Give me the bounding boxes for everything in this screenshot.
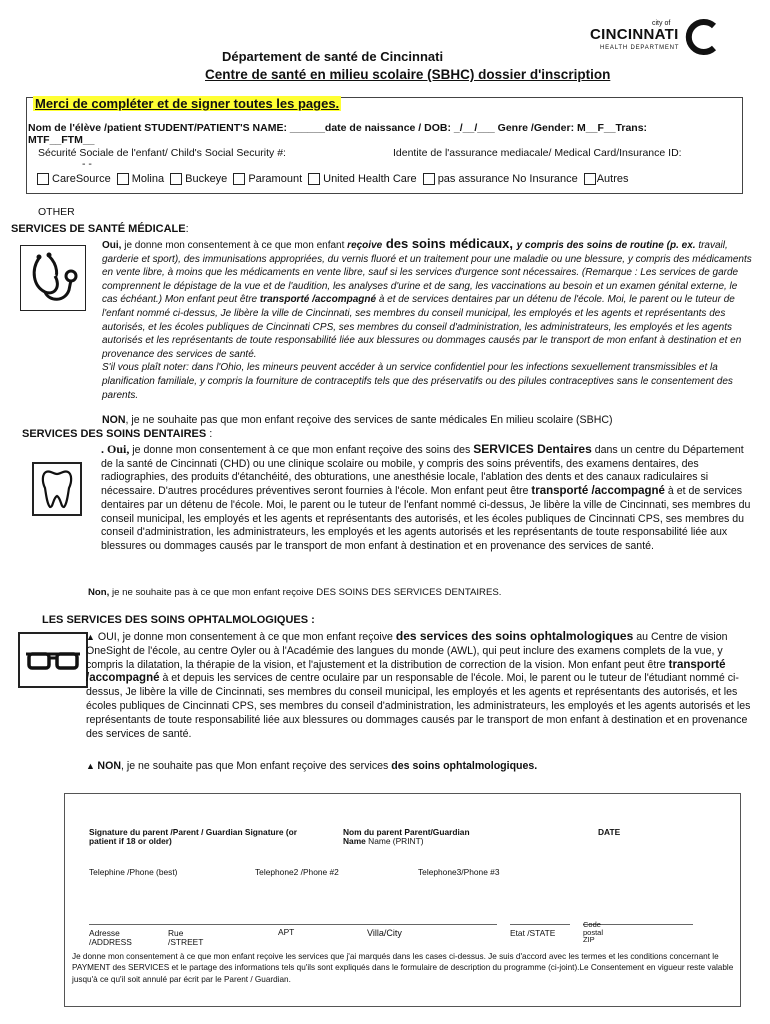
date-label: DATE [598,827,621,837]
checkbox-icon[interactable] [584,173,596,185]
glasses-icon [20,634,86,686]
ssn-dashes[interactable]: - - [82,158,92,170]
state-label: Etat /STATE [510,928,556,938]
insurance-option-autres[interactable]: Autres [584,173,629,185]
insurance-option[interactable]: pas assurance No Insurance [423,173,578,185]
consent-statement: Je donne mon consentement à ce que mon enfant reçoive les services que j'ai marqués dans les cases ci-dessus. Je suis d'accord avec les termes et les conditions concernant le PAYMENT des SERVICES et le partage des informations tels qu'ils sont expliqués dans le formulaire de description du programme (ci-joint).Le Consentement en vigueur reste valable jusqu'à ce qu'il soit annulé par écrit par le Parent / Guardian. [72,952,734,984]
insurance-option[interactable]: Paramount [233,173,302,185]
logo-mark-icon [684,18,720,56]
insurance-options [37,173,629,185]
logo-city-of: city of [652,20,671,27]
medical-consent-text: Oui, je donne mon consentement à ce que mon enfant reçoive des soins médicaux, y compris des soins de routine (p. ex. travail, garderie et sport), des immunisations appropriées, du vernis fluoré et un traitement pour une maladie ou une blessure, y compris des médicaments en vente libre, à moins que les médicaments en vente libre, sauf si les services d'urgence sont nécessaires. (Remarque : Les services de garde comprennent le dépistage de la vue et de l'audition, les analyses d'urine et de sang, les vaccinations au besoin et un examen génital externe, le cas échéant.) Mon enfant peut être transporté /accompagné à et de services dentaires par un détenu de l'école. Moi, le parent ou le tuteur de l'enfant nommé ci-dessus, Je libère la ville de Cincinnati, ses membres du conseil municipal, les employés et les agents et représentants des autorisés, et les écoles publiques de Cincinnati CPS, ses membres du conseil d'administration, les administrateurs, les employés et les agents autorisés et les représentants de toute responsabilité liée aux blessures ou dommages causés par le transport de mon enfant à destination et en provenance des services de santé. S'il vous plaît noter: dans l'Ohio, les mineurs peuvent accéder à un service confidentiel pour les infections sexuellement transmissibles et la planification familiale, y compris la fourniture de contraceptifs tels que des préservatifs ou des pilules contraceptives sans le consentement des parents. [102,236,752,401]
student-name-dob-gender-line[interactable]: Nom de l'élève /patient STUDENT/PATIENT'S NAME: ______date de naissance / DOB: _/__/___ Genre /Gender: M__F__Trans: [28,122,648,134]
stethoscope-icon [21,246,85,310]
eye-services-heading: LES SERVICES DES SOINS OPHTALMOLOGIQUES : [42,614,315,626]
document-title: Département de santé de Cincinnati [222,49,444,64]
checkbox-icon[interactable] [117,173,129,185]
trans-gender-line[interactable]: MTF__FTM__ [28,134,95,146]
street-label: Rue /STREET [168,928,204,947]
complete-all-pages-banner: Merci de compléter et de signer toutes les pages. [35,96,340,111]
address-label: Adresse /ADDRESS [89,928,132,947]
dental-icon-box [32,462,82,516]
logo-dept: HEALTH DEPARTMENT [600,45,680,51]
insurance-option[interactable]: Buckeye [170,173,227,185]
address-line[interactable] [89,924,497,925]
ssn-label: Sécurité Sociale de l'enfant/ Child's Social Security #: [38,147,286,159]
apt-label: APT [278,927,295,937]
parent-signature-label: Signature du parent /Parent / Guardian Signature (or patient if 18 or older) [89,827,298,846]
insurance-option[interactable]: Molina [117,173,164,185]
other-label: OTHER [38,206,75,218]
checkbox-icon[interactable] [308,173,320,185]
print-name-label: Name Name (PRINT) [343,836,424,846]
zip-label: Code postal ZIP [583,920,604,944]
medical-services-heading: SERVICES DE SANTÉ MÉDICALE: [11,223,189,235]
radio-icon[interactable]: ▲ [86,632,95,642]
insurance-option[interactable]: United Health Care [308,173,417,185]
phone2-label: Telephone2 /Phone #2 [255,867,339,877]
insurance-option[interactable]: CareSource [37,173,111,185]
eye-icon-box [18,632,88,688]
medical-icon-box [20,245,86,311]
parent-name-label: Nom du parent Parent/Guardian [343,827,470,837]
checkbox-icon[interactable] [170,173,182,185]
city-logo [590,18,720,58]
checkbox-icon[interactable] [37,173,49,185]
radio-icon[interactable]: ▲ [86,761,98,771]
eye-decline-option[interactable]: ▲ NON, je ne souhaite pas que Mon enfant reçoive des services des soins ophtalmologiques. [86,760,538,772]
checkbox-icon[interactable] [423,173,435,185]
insurance-id-label: Identite de l'assurance mediacale/ Medical Card/Insurance ID: [393,147,682,159]
phone1-label: Telephine /Phone (best) [89,867,178,877]
dental-services-heading: SERVICES DES SOINS DENTAIRES : [22,428,213,440]
tooth-icon [34,464,80,514]
document-subtitle: Centre de santé en milieu scolaire (SBHC) dossier d'inscription [205,67,611,82]
dental-decline-option[interactable]: Non, je ne souhaite pas à ce que mon enfant reçoive DES SOINS DES SERVICES DENTAIRES. [88,587,502,598]
medical-decline-option[interactable]: NON, je ne souhaite pas que mon enfant reçoive des services de sante médicales En milieu scolaire (SBHC) [102,414,613,426]
eye-consent-text: ▲ OUI, je donne mon consentement à ce que mon enfant reçoive des services des soins ophtalmologiques au Centre de vision OneSight de l'école, au centre Oyler ou à l'Académie des langues du monde (AWL), qui peut inclure des examens complets de la vue, y compris la dilatation, la thérapie de la vision, et l'ajustement et la distribution de correction de la vision. Mon enfant peut être transporté /accompagné à et depuis les services de centre oculaire par un responsable de l'école. Moi, le parent ou le tuteur de l'étudiant nommé ci-dessus, Je libère la ville de Cincinnati, ses membres du conseil municipal, les employés et les agents et représentants des autorisés, et les écoles publiques de Cincinnati CPS, ses membres du conseil d'administration, les administrateurs, les employés et les agents autorisés et les représentants de toute responsabilité liée aux blessures ou dommages causés par le transport de mon enfant à destination et en provenance des services de santé. [86,629,751,740]
phone3-label: Telephone3/Phone #3 [418,867,500,877]
city-label: Villa/City [367,928,402,938]
checkbox-icon[interactable] [233,173,245,185]
state-line[interactable] [510,924,570,925]
logo-name: CINCINNATI [590,26,679,43]
dental-consent-text: . Oui, je donne mon consentement à ce que mon enfant reçoive des soins des SERVICES Dentaires dans un centre du Département de la santé de Cincinnati (CHD) ou une clinique scolaire ou mobile, y compris des soins préventifs, des examens dentaires, des radiographies, des produits d'étanchéité, des obturations, une anesthésie locale, l'ablation des dents et des canaux radiculaires si nécessaire. D'autres procédures préventives seront fournies à l'école. Mon enfant peut être transporté /accompagné à et de services dentaires par un détenu de l'école. Moi, le parent ou le tuteur de l'enfant nommé ci-dessus, Je libère la ville de Cincinnati, ses membres du conseil municipal, les employés et les agents et représentants des autorisés, et les écoles publiques de Cincinnati CPS, ses membres du conseil d'administration, les administrateurs, les employés et les agents autorisés et les représentants de toute responsabilité liée aux blessures ou dommages causés par le transport de mon enfant à destination et en provenance des services de santé. [101,442,751,552]
